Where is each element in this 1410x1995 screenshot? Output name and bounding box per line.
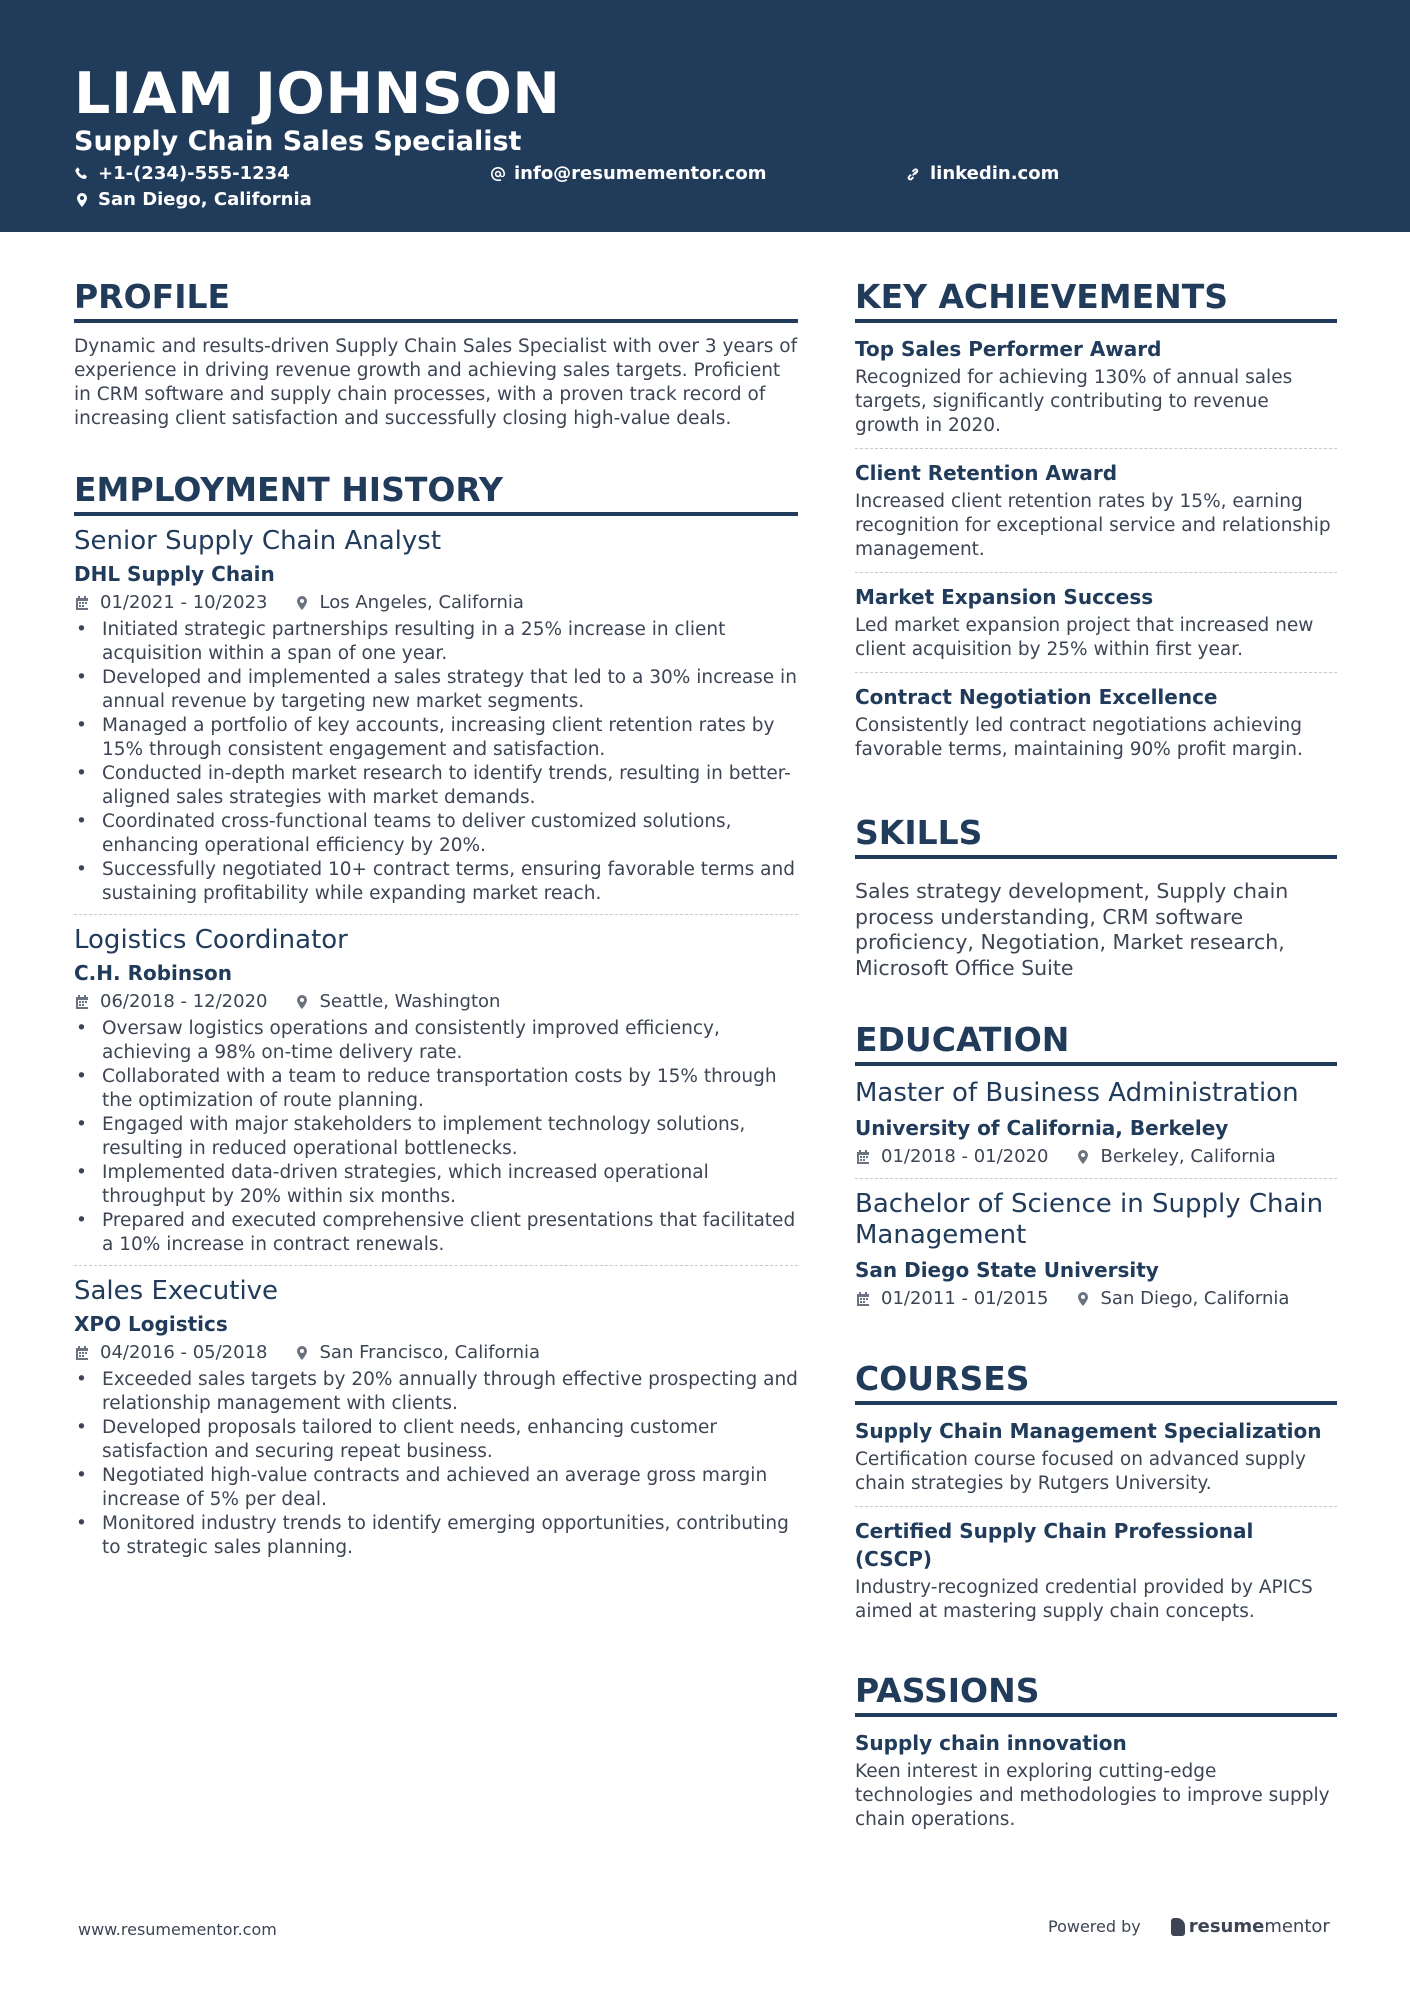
date-location-row xyxy=(74,590,798,616)
date-range: 01/2018 - 01/2020 xyxy=(881,1146,1049,1167)
skills-section xyxy=(855,812,1337,981)
date-location-row xyxy=(855,1286,1337,1312)
list-item xyxy=(855,459,1337,573)
course-title: Certified Supply Chain Professional (CSCP) xyxy=(855,1519,1254,1571)
section-heading: COURSES xyxy=(855,1358,1337,1405)
map-pin-icon xyxy=(1075,1291,1091,1307)
course-list xyxy=(855,1417,1337,1634)
list-item xyxy=(855,583,1337,673)
date-location-row xyxy=(74,989,798,1015)
responsibility-list xyxy=(74,618,798,906)
contact-email[interactable] xyxy=(490,162,766,186)
footer-website[interactable]: www.resumementor.com xyxy=(78,1920,277,1939)
section-heading: PROFILE xyxy=(74,276,798,323)
map-pin-icon xyxy=(294,994,310,1010)
date-range: 04/2016 - 05/2018 xyxy=(100,1342,268,1363)
achievement-title: Client Retention Award xyxy=(855,461,1118,485)
link-icon xyxy=(906,166,922,182)
course-description: Certification course focused on advanced supply chain strategies by Rutgers University. xyxy=(855,1449,1307,1494)
job-entry xyxy=(74,1274,798,1568)
passion-list xyxy=(855,1729,1337,1842)
location xyxy=(294,590,524,616)
list-item xyxy=(855,683,1337,772)
education-list xyxy=(855,1078,1337,1320)
calendar-icon xyxy=(855,1291,871,1307)
list-item: • Coordinated cross-functional teams to deliver customized solutions, enhancing operational efficiency by 20%. xyxy=(74,810,798,858)
achievement-description: Recognized for achieving 130% of annual sales targets, significantly contributing to revenue growth in 2020. xyxy=(855,367,1293,436)
list-item: • Prepared and executed comprehensive client presentations that facilitated a 10% increase in contract renewals. xyxy=(74,1209,798,1257)
calendar-icon xyxy=(855,1149,871,1165)
resumementor-logo[interactable] xyxy=(1171,1916,1330,1937)
job-entry xyxy=(74,923,798,1266)
employment-section xyxy=(74,469,798,1568)
right-column xyxy=(855,276,1337,1878)
profile-text: Dynamic and results-driven Supply Chain Sales Specialist with over 3 years of experience in driving revenue growth and achieving sales targets. Proficient in CRM software and supply chain processes, with a proven track record of increasing client satisfaction and successfully closing high-value deals. xyxy=(74,336,798,429)
list-item: • Managed a portfolio of key accounts, increasing client retention rates by 15% through consistent engagement and satisfaction. xyxy=(74,714,798,762)
contact-linkedin[interactable] xyxy=(906,162,1059,186)
education-entry xyxy=(855,1078,1337,1179)
list-item: • Conducted in-depth market research to identify trends, resulting in better-aligned sales strategies with market demands. xyxy=(74,762,798,810)
resume-header xyxy=(0,0,1410,232)
contact-phone[interactable] xyxy=(74,162,290,186)
list-item xyxy=(855,1517,1337,1634)
date-range: 01/2021 - 10/2023 xyxy=(100,592,268,613)
map-pin-icon xyxy=(294,595,310,611)
list-item xyxy=(855,1417,1337,1507)
passion-description: Keen interest in exploring cutting-edge technologies and methodologies to improve supply chain operations. xyxy=(855,1761,1330,1830)
section-heading: EDUCATION xyxy=(855,1019,1337,1066)
date-range: 01/2011 - 01/2015 xyxy=(881,1288,1049,1309)
school-name: San Diego State University xyxy=(855,1258,1159,1282)
calendar-icon xyxy=(74,1345,90,1361)
location-text: San Diego, California xyxy=(98,189,312,210)
list-item: • Engaged with major stakeholders to implement technology solutions, resulting in reduced operational bottlenecks. xyxy=(74,1113,798,1161)
list-item: • Collaborated with a team to reduce transportation costs by 15% through the optimization of route planning. xyxy=(74,1065,798,1113)
achievement-title: Market Expansion Success xyxy=(855,585,1154,609)
degree-title: Bachelor of Science in Supply Chain Management xyxy=(855,1189,1324,1250)
course-description: Industry-recognized credential provided by APICS aimed at mastering supply chain concepts. xyxy=(855,1577,1313,1622)
company-name: XPO Logistics xyxy=(74,1312,228,1336)
section-heading: EMPLOYMENT HISTORY xyxy=(74,469,798,516)
footer-branding xyxy=(1048,1916,1330,1937)
school-name: University of California, Berkeley xyxy=(855,1116,1229,1140)
date-location-row xyxy=(855,1144,1337,1170)
achievement-description: Increased client retention rates by 15%, earning recognition for exceptional service and relationship management. xyxy=(855,491,1331,560)
education-section xyxy=(855,1019,1337,1320)
map-pin-icon xyxy=(1075,1149,1091,1165)
company-name: C.H. Robinson xyxy=(74,961,233,985)
date-location-row xyxy=(74,1340,798,1366)
logo-text-light: mentor xyxy=(1264,1916,1330,1937)
list-item: • Initiated strategic partnerships resulting in a 25% increase in client acquisition within a span of one year. xyxy=(74,618,798,666)
job-list xyxy=(74,524,798,1568)
at-sign-icon xyxy=(490,166,506,182)
linkedin-text: linkedin.com xyxy=(930,163,1060,184)
list-item: • Monitored industry trends to identify emerging opportunities, contributing to strategic sales planning. xyxy=(74,1512,798,1560)
email-text: info@resumementor.com xyxy=(514,163,767,184)
course-title: Supply Chain Management Specialization xyxy=(855,1419,1322,1443)
date-range: 06/2018 - 12/2020 xyxy=(100,991,268,1012)
map-pin-icon xyxy=(294,1345,310,1361)
achievement-list xyxy=(855,335,1337,772)
achievement-title: Top Sales Performer Award xyxy=(855,337,1162,361)
location xyxy=(294,989,501,1015)
degree-title: Master of Business Administration xyxy=(855,1078,1299,1108)
calendar-icon xyxy=(74,595,90,611)
calendar-icon xyxy=(74,994,90,1010)
responsibility-list xyxy=(74,1017,798,1257)
job-title: Senior Supply Chain Analyst xyxy=(74,526,442,556)
phone-icon xyxy=(74,166,90,182)
list-item: • Successfully negotiated 10+ contract terms, ensuring favorable terms and sustaining profitability while expanding market reach. xyxy=(74,858,798,906)
location-text: Los Angeles, California xyxy=(319,592,524,613)
passion-title: Supply chain innovation xyxy=(855,1731,1127,1755)
job-entry xyxy=(74,524,798,915)
achievements-section xyxy=(855,276,1337,772)
left-column xyxy=(74,276,798,1604)
phone-text: +1-(234)-555-1234 xyxy=(98,163,290,184)
company-name: DHL Supply Chain xyxy=(74,562,275,586)
achievement-title: Contract Negotiation Excellence xyxy=(855,685,1218,709)
list-item: • Negotiated high-value contracts and achieved an average gross margin increase of 5% per deal. xyxy=(74,1464,798,1512)
location-text: San Diego, California xyxy=(1100,1288,1290,1309)
location-text: Berkeley, California xyxy=(1100,1146,1276,1167)
courses-section xyxy=(855,1358,1337,1634)
job-title: Sales Executive xyxy=(74,1276,279,1306)
location xyxy=(294,1340,541,1366)
list-item xyxy=(855,1729,1337,1842)
education-entry xyxy=(855,1189,1337,1320)
list-item: • Exceeded sales targets by 20% annually through effective prospecting and relationship management with clients. xyxy=(74,1368,798,1416)
section-heading: PASSIONS xyxy=(855,1670,1337,1717)
location-text: San Francisco, California xyxy=(319,1342,541,1363)
skills-text: Sales strategy development, Supply chain process understanding, CRM software proficiency, Negotiation, Market research, Microsoft Office Suite xyxy=(855,879,1289,980)
passions-section xyxy=(855,1670,1337,1842)
location xyxy=(1075,1286,1290,1312)
section-heading: SKILLS xyxy=(855,812,1337,859)
achievement-description: Led market expansion project that increased new client acquisition by 25% within first year. xyxy=(855,615,1314,660)
list-item xyxy=(855,335,1337,449)
list-item: • Developed and implemented a sales strategy that led to a 30% increase in annual revenue by targeting new market segments. xyxy=(74,666,798,714)
candidate-name: LIAM JOHNSON xyxy=(74,61,561,127)
job-title: Logistics Coordinator xyxy=(74,925,348,955)
responsibility-list xyxy=(74,1368,798,1560)
location-text: Seattle, Washington xyxy=(319,991,501,1012)
list-item: • Developed proposals tailored to client needs, enhancing customer satisfaction and securing repeat business. xyxy=(74,1416,798,1464)
profile-section xyxy=(74,276,798,431)
candidate-title: Supply Chain Sales Specialist xyxy=(74,126,522,157)
logo-mark-icon xyxy=(1171,1918,1185,1936)
list-item: • Oversaw logistics operations and consistently improved efficiency, achieving a 98% on-time delivery rate. xyxy=(74,1017,798,1065)
contact-location xyxy=(74,188,312,212)
achievement-description: Consistently led contract negotiations achieving favorable terms, maintaining 90% profit margin. xyxy=(855,715,1303,760)
map-pin-icon xyxy=(74,192,90,208)
logo-text-bold: resume xyxy=(1188,1916,1265,1937)
location xyxy=(1075,1144,1276,1170)
list-item: • Implemented data-driven strategies, which increased operational throughput by 20% within six months. xyxy=(74,1161,798,1209)
powered-by-text: Powered by xyxy=(1048,1917,1141,1936)
section-heading: KEY ACHIEVEMENTS xyxy=(855,276,1337,323)
